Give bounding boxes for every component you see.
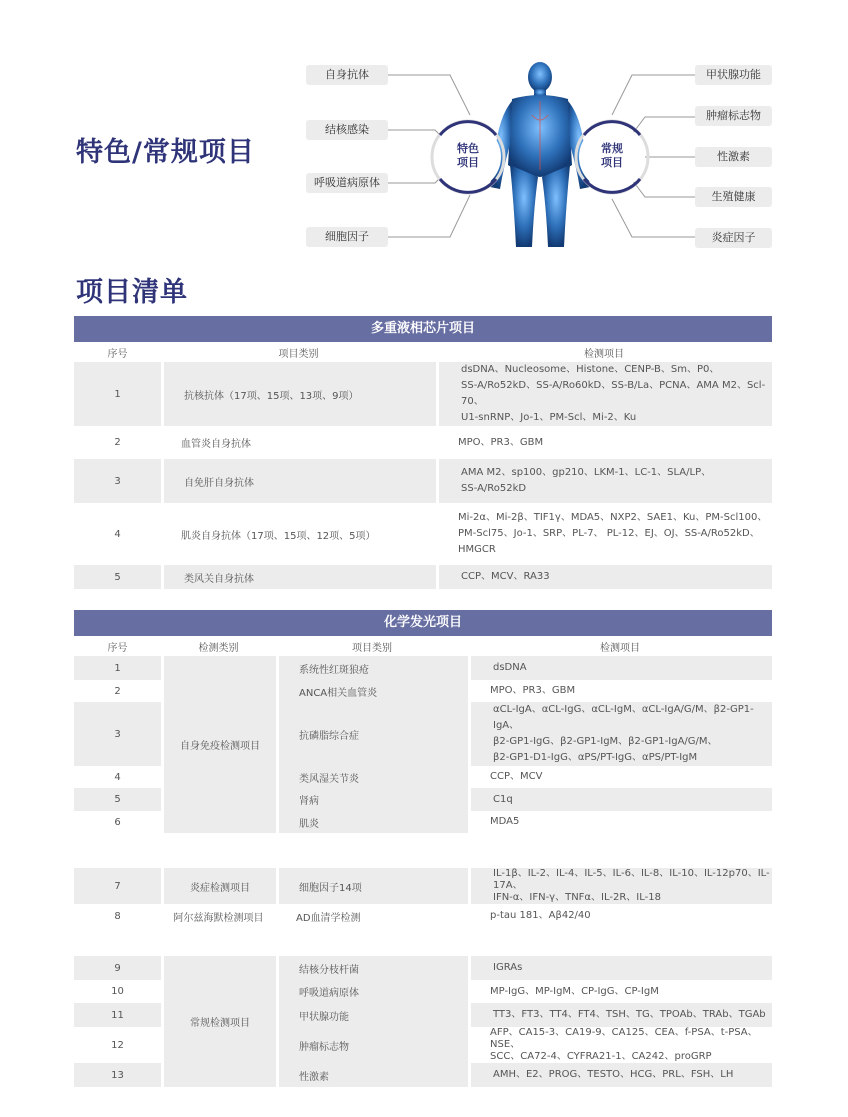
table-row	[74, 503, 772, 565]
row-items	[468, 811, 772, 833]
item-line: AMA M2、sp100、gp210、LKM-1、LC-1、SLA/LP、	[461, 467, 712, 478]
table-row	[74, 426, 772, 459]
table1-header-no: 序号	[107, 348, 128, 360]
row-no: 13	[74, 1063, 161, 1087]
item-line: IFN-α、IFN-γ、TNFα、IL-2R、IL-18	[493, 892, 661, 903]
row-no: 9	[74, 956, 161, 980]
row-no: 7	[74, 868, 161, 904]
row-items	[468, 680, 772, 702]
item-line: MPO、PR3、GBM	[490, 685, 576, 696]
row-type: 结核分枝杆菌	[276, 956, 468, 980]
featured-hub-line2: 项目	[457, 156, 479, 169]
row-items	[436, 503, 772, 565]
table2-header-category: 检测类别	[198, 642, 239, 654]
row-no: 8	[74, 904, 161, 928]
item-line: AFP、CA15-3、CA19-9、CA125、CEA、f-PSA、t-PSA、NSE、	[490, 1027, 758, 1050]
table-row	[74, 868, 772, 904]
row-items	[468, 656, 772, 680]
row-type: ANCA相关血管炎	[276, 680, 468, 702]
row-items	[468, 980, 772, 1003]
row-no: 1	[74, 656, 161, 680]
tag-respiratory-pathogen: 呼吸道病原体	[306, 173, 388, 193]
row-items	[468, 1063, 772, 1087]
table1	[74, 342, 772, 589]
item-line: IL-1β、IL-2、IL-4、IL-5、IL-6、IL-8、IL-10、IL-12p70、IL-17A、	[493, 868, 770, 891]
row-type: 甲状腺功能	[276, 1003, 468, 1027]
routine-hub-line2: 项目	[601, 156, 623, 169]
item-line: AMH、E2、PROG、TESTO、HCG、PRL、FSH、LH	[493, 1069, 734, 1080]
row-no: 2	[74, 426, 161, 459]
tag-cytokine: 细胞因子	[306, 227, 388, 247]
row-no: 5	[74, 788, 161, 811]
table2-title: 化学发光项目	[74, 610, 772, 636]
row-items	[468, 1003, 772, 1027]
row-items	[436, 426, 772, 459]
row-no: 1	[74, 362, 161, 426]
item-line: CCP、MCV、RA33	[461, 571, 550, 582]
row-category: 类风关自身抗体	[161, 565, 436, 589]
table-row	[74, 956, 772, 980]
row-no: 3	[74, 459, 161, 503]
row-no: 12	[74, 1027, 161, 1063]
row-category: 阿尔兹海默检测项目	[161, 904, 276, 928]
table1-title: 多重液相芯片项目	[74, 316, 772, 342]
row-category: 炎症检测项目	[161, 868, 276, 904]
item-line: p-tau 181、Aβ42/40	[490, 910, 591, 921]
tag-inflammatory: 炎症因子	[695, 228, 772, 248]
row-no: 11	[74, 1003, 161, 1027]
item-line: CCP、MCV	[490, 771, 543, 782]
row-items	[436, 565, 772, 589]
tag-tb-infection: 结核感染	[306, 120, 388, 140]
item-line: PM-Scl75、Jo-1、SRP、PL-7、 PL-12、EJ、OJ、SS-A/Ro52kD、	[458, 528, 760, 539]
row-type: 肿瘤标志物	[276, 1027, 468, 1063]
table1-header-items: 检测项目	[584, 348, 624, 360]
routine-hub	[579, 124, 645, 190]
routine-hub-line1: 常规	[601, 142, 623, 155]
row-items	[468, 868, 772, 904]
row-category: 血管炎自身抗体	[161, 426, 436, 459]
row-category: 自免肝自身抗体	[161, 459, 436, 503]
item-line: U1-snRNP、Jo-1、PM-Scl、Mi-2、Ku	[461, 412, 637, 423]
row-type: AD血清学检测	[276, 904, 468, 928]
row-type: 肾病	[276, 788, 468, 811]
table2-header-type: 项目类别	[352, 642, 392, 654]
row-items	[436, 459, 772, 503]
row-items	[468, 766, 772, 788]
item-line: αCL-IgA、αCL-IgG、αCL-IgM、αCL-IgA/G/M、β2-GP1-IgA、	[493, 704, 754, 731]
item-line: β2-GP1-IgG、β2-GP1-IgM、β2-GP1-IgA/G/M、	[493, 736, 718, 747]
row-no: 6	[74, 811, 161, 833]
item-line: β2-GP1-D1-IgG、αPS/PT-IgG、αPS/PT-IgM	[493, 752, 698, 763]
table1-header-category: 项目类别	[278, 348, 319, 360]
item-line: dsDNA	[493, 662, 527, 673]
tag-sex-hormone: 性激素	[695, 147, 772, 167]
row-items	[468, 702, 772, 766]
item-line: dsDNA、Nucleosome、Histone、CENP-B、Sm、P0、	[461, 364, 720, 375]
section-title-list: 项目清单	[76, 277, 188, 308]
row-category: 抗核抗体（17项、15项、13项、9项）	[161, 362, 436, 426]
table-row	[74, 656, 772, 680]
row-type: 肌炎	[276, 811, 468, 833]
row-type: 性激素	[276, 1063, 468, 1087]
row-type: 呼吸道病原体	[276, 980, 468, 1003]
row-type: 系统性红斑狼疮	[276, 656, 468, 680]
table-row	[74, 904, 772, 928]
item-line: SS-A/Ro52kD	[461, 483, 527, 494]
item-line: SS-A/Ro52kD、SS-A/Ro60kD、SS-B/La、PCNA、AMA M2、Scl-70、	[461, 380, 766, 407]
table-row	[74, 362, 772, 426]
row-no: 3	[74, 702, 161, 766]
row-category: 自身免疫检测项目	[161, 656, 276, 833]
row-category: 常规检测项目	[161, 956, 276, 1087]
tag-thyroid: 甲状腺功能	[695, 65, 772, 85]
item-line: IGRAs	[493, 962, 523, 973]
item-line: SCC、CA72-4、CYFRA21-1、CA242、proGRP	[490, 1051, 712, 1062]
table1-header-row	[74, 342, 772, 362]
row-type: 抗磷脂综合症	[276, 702, 468, 766]
table2-autoimmune	[74, 636, 772, 833]
row-items	[468, 788, 772, 811]
row-items	[436, 362, 772, 426]
item-line: MPO、PR3、GBM	[458, 436, 544, 448]
row-no: 4	[74, 503, 161, 565]
tag-reproductive: 生殖健康	[695, 187, 772, 207]
row-category: 肌炎自身抗体（17项、15项、12项、5项）	[161, 503, 436, 565]
table2-routine	[74, 956, 772, 1087]
section-title-featured: 特色/常规项目	[76, 137, 255, 168]
table2-header-row	[74, 636, 772, 656]
item-line: MP-IgG、MP-IgM、CP-IgG、CP-IgM	[490, 985, 659, 997]
row-no: 10	[74, 980, 161, 1003]
item-line: HMGCR	[458, 544, 496, 555]
row-type: 类风湿关节炎	[276, 766, 468, 788]
row-items	[468, 956, 772, 980]
table2-header-no: 序号	[107, 642, 128, 654]
row-items	[468, 1027, 772, 1063]
tag-autoantibody: 自身抗体	[306, 65, 388, 85]
item-line: C1q	[493, 793, 513, 805]
row-no: 5	[74, 565, 161, 589]
row-no: 2	[74, 680, 161, 702]
table-row	[74, 565, 772, 589]
featured-hub-line1: 特色	[457, 142, 479, 155]
row-items	[468, 904, 772, 928]
tag-tumor-marker: 肿瘤标志物	[695, 106, 772, 126]
item-line: Mi-2α、Mi-2β、TIF1γ、MDA5、NXP2、SAE1、Ku、PM-Scl100、	[458, 512, 768, 523]
item-line: TT3、FT3、TT4、FT4、TSH、TG、TPOAb、TRAb、TGAb	[493, 1009, 766, 1020]
item-line: MDA5	[490, 816, 520, 827]
table2-inflammation	[74, 868, 772, 928]
featured-hub	[435, 124, 501, 190]
table-row	[74, 459, 772, 503]
row-no: 4	[74, 766, 161, 788]
row-type: 细胞因子14项	[276, 868, 468, 904]
table2-header-items: 检测项目	[600, 642, 640, 654]
